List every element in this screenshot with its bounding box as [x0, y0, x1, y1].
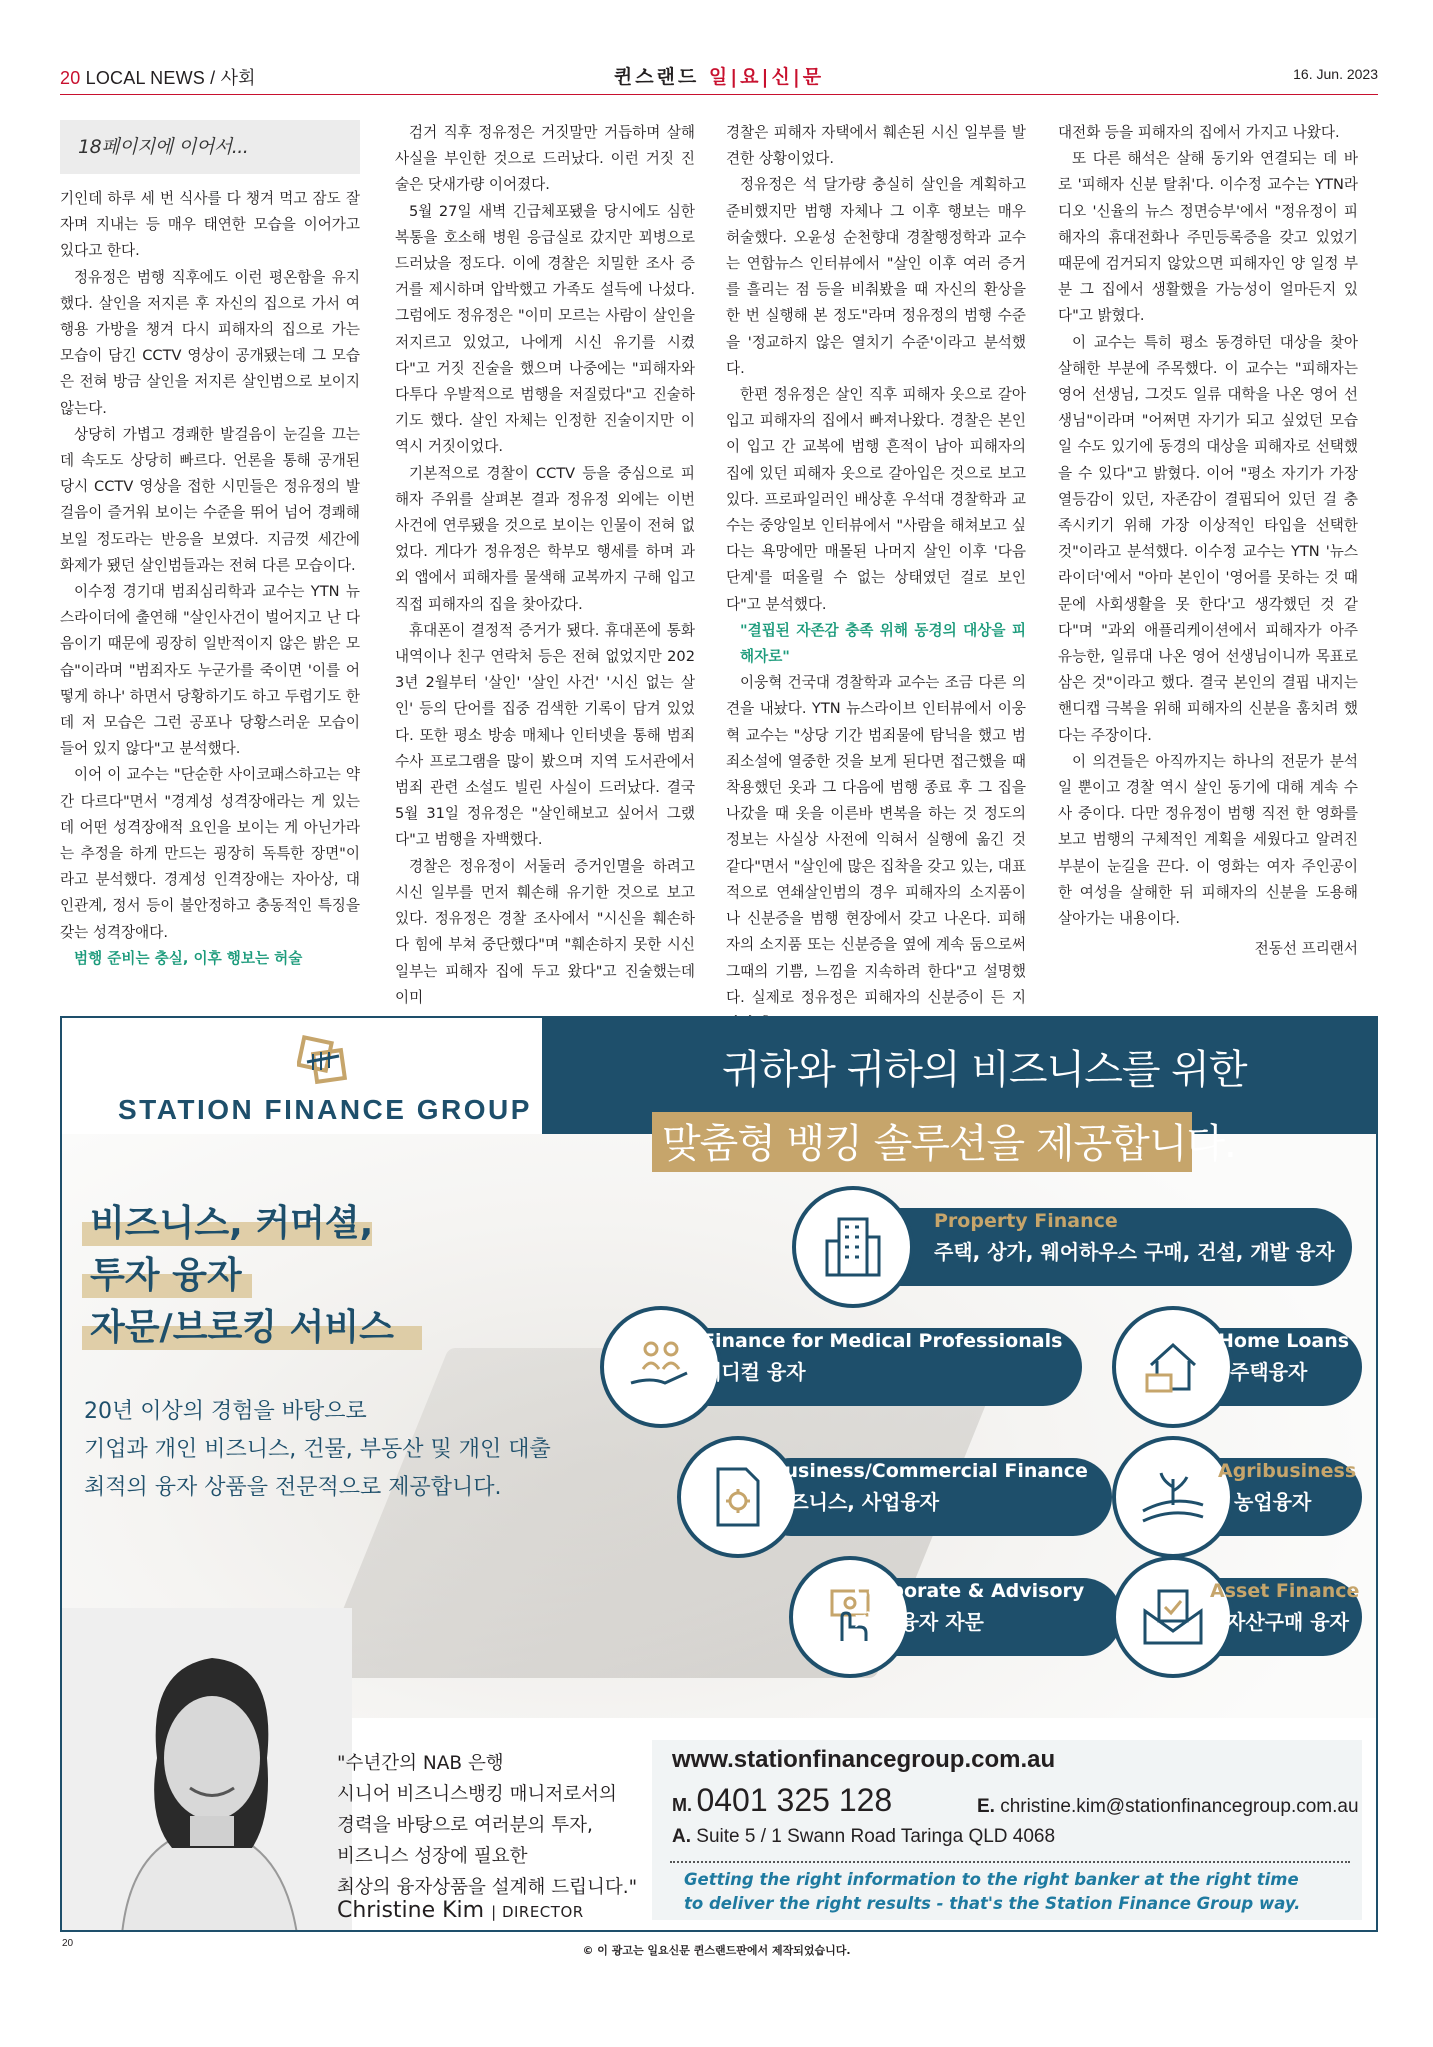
- paragraph: 대전화 등을 피해자의 집에서 가지고 나왔다.: [1058, 124, 1340, 141]
- paragraph: 경찰은 정유정이 서둘러 증거인멸을 하려고 시신 일부를 먼저 훼손해 유기한 것으로 보고 있다. 정유정은 경찰 조사에서 "시신을 훼손하다 힘에 부쳐 중단했다"며 "훼손하지 못한 시신 일부는 피해자 집에 두고 왔다"고 진술했는데 이미: [395, 857, 695, 1006]
- quote-line: 비즈니스 성장에 필요한: [337, 1846, 528, 1867]
- email-label: E.: [977, 1796, 995, 1817]
- article-column-3: [726, 120, 1026, 1037]
- feature-ring: [1112, 1436, 1234, 1558]
- paragraph: 이웅혁 건국대 경찰학과 교수는 조금 다른 의견을 내놨다. YTN 뉴스라이브 인터뷰에서 이웅혁 교수는 "상당 기간 범죄물에 탐닉을 했고 범죄소설에 열중한 것을 보게 된다면 접근했을 때 착용했던 옷과 그 다음에 범행 종료 후 그 집을 나갔을 때 옷을 이른바 변복을 하는 것 정도의 정보는 사실상 사전에 익혀서 실행에 옮긴 것 같다"면서 "살인에 많은 집착을 갖고 있는, 대표적으로 연쇄살인범의 경우 피해자의 소지품이나 신분증을 범행 현장에서 갖고 나온다. 피해자의 소지품 또는 신분증을 옆에 계속 둠으로써 그때의 기쁨, 느낌을 지속하려 한다"고 설명했다. 실제로 정유정은 피해자의 신분증이 든 지: [726, 674, 1026, 1006]
- feature-ko: 주택융자: [1230, 1360, 1308, 1384]
- house-card-icon: [1137, 1331, 1209, 1403]
- continued-label: 18페이지에 이어서...: [78, 135, 249, 158]
- service-line: 자문/브로킹 서비스: [82, 1302, 402, 1354]
- feature-en: Asset Finance: [1210, 1580, 1360, 1602]
- article-column-1: [60, 120, 360, 972]
- paragraph: 상당히 가볍고 경쾌한 발걸음이 눈길을 끄는데 속도도 상당히 빠르다. 언론을 통해 공개된 당시 CCTV 영상을 접한 시민들은 정유정의 발걸음이 즐거워 보이는 수준을 뛰어 넘어 경쾌해 보일 정도라는 반응을 보였다. 지금껏 세간에 화제가 됐던 살인범들과는 전혀 다른 모습이다.: [60, 425, 360, 574]
- page-header: [60, 64, 1378, 92]
- quote-line: "수년간의 NAB 은행: [337, 1753, 504, 1774]
- feature-ring: [792, 1186, 914, 1308]
- subheading: 범행 준비는 충실, 이후 행보는 허술: [74, 949, 303, 967]
- masthead-prefix: 퀸스랜드: [613, 66, 700, 88]
- paragraph: 검거 직후 정유정은 거짓말만 거듭하며 살해 사실을 부인한 것으로 드러났다. 이런 거짓 진술은 닷새가량 이어졌다.: [395, 124, 695, 194]
- quote-line: 최상의 융자상품을 설계해 드립니다.": [337, 1877, 638, 1898]
- subheading: "결핍된 자존감 충족 위해 동경의 대상을 피해자로": [740, 621, 1026, 666]
- website-link[interactable]: www.stationfinancegroup.com.au: [672, 1746, 1056, 1773]
- quote-line: 시니어 비즈니스뱅킹 매니저로서의: [337, 1784, 617, 1805]
- experience-line: 20년 이상의 경험을 바탕으로: [84, 1399, 367, 1424]
- company-name: STATION FINANCE GROUP: [118, 1094, 532, 1125]
- hand-people-icon: [625, 1331, 697, 1403]
- advertisement: [60, 1016, 1378, 1932]
- station-logo-icon: [297, 1034, 349, 1086]
- feature-ko: 주택, 상가, 웨어하우스 구매, 건설, 개발 융자: [934, 1240, 1335, 1264]
- paragraph: 또 다른 해석은 살해 동기와 연결되는 데 바로 '피해자 신분 탈취'다. 이수정 교수는 YTN라디오 '신율의 뉴스 정면승부'에서 "정유정이 피해자의 휴대전화나 주민등록증을 갖고 있었기 때문에 검거되지 않았으면 피해자인 양 일정 부분 그 집에서 생활했을 가능성이 얼마든지 있다"고 밝혔다.: [1058, 150, 1358, 325]
- feature-en: Home Loans: [1218, 1330, 1350, 1352]
- paragraph: 이수정 경기대 범죄심리학과 교수는 YTN 뉴스라이더에 출연해 "살인사건이 벌어지고 난 다음이기 때문에 굉장히 일반적이지 않은 밝은 모습"이라며 "범죄자도 누군가를 죽이면 '이를 어떻게 하나' 하면서 당황하기도 하고 두렵기도 한데 저 모습은 그런 공포나 당황스러운 모습이 들어 있지 않다"고 분석했다.: [60, 583, 360, 758]
- header-divider: [60, 94, 1378, 95]
- masthead-name: 일|요|신|문: [708, 66, 825, 88]
- envelope-document-icon: [1137, 1581, 1209, 1653]
- feature-en: Agribusiness: [1218, 1460, 1357, 1482]
- dotted-divider: [670, 1861, 1350, 1863]
- paragraph: 5월 27일 새벽 긴급체포됐을 당시에도 심한 복통을 호소해 병원 응급실로 갔지만 꾀병으로 드러났을 정도다. 이에 경찰은 치밀한 조사 증거를 제시하며 압박했고 가족도 설득에 나섰다. 그럼에도 정유정은 "이미 모르는 사람이 살인을 저지르고 있었고, 나에게 시신 유기를 시켰다"고 거짓 진술을 했으며 나중에는 "피해자와 다투다 우발적으로 범행을 저질렀다"고 진술하기도 했다. 살인 자체는 인정한 진술이지만 이 역시 거짓이었다.: [395, 202, 695, 456]
- experience-line: 기업과 개인 비즈니스, 건물, 부동산 및 개인 대출: [84, 1437, 551, 1462]
- feature-ko: 기업 융자 자문: [854, 1610, 984, 1634]
- paragraph: 기본적으로 경찰이 CCTV 등을 중심으로 피해자 주위를 살펴본 결과 정유정 외에는 이번 사건에 연루됐을 것으로 보이는 인물이 전혀 없었다. 게다가 정유정은 학부모 행세를 하며 과외 앱에서 피해자를 물색해 교복까지 구해 입고 직접 피해자의 집을 찾아갔다.: [395, 464, 695, 613]
- feature-ko: 자산구매 융자: [1226, 1610, 1349, 1634]
- feature-ko: 비즈니스, 사업융자: [770, 1490, 940, 1514]
- mobile-number[interactable]: [672, 1782, 892, 1819]
- email-link[interactable]: [977, 1796, 1359, 1818]
- feature-ring: [1112, 1306, 1234, 1428]
- byline: 전동선 프리랜서: [1254, 940, 1358, 958]
- director-photo: [62, 1608, 352, 1932]
- director-name: Christine Kim: [337, 1898, 485, 1923]
- paragraph: 경찰은 피해자 자택에서 훼손된 시신 일부를 발견한 상황이었다.: [726, 124, 1026, 168]
- address-value: Suite 5 / 1 Swann Road Taringa QLD 4068: [696, 1826, 1056, 1847]
- quote-line: 경력을 바탕으로 여러분의 투자,: [337, 1815, 593, 1836]
- paragraph: 정유정은 석 달가량 충실히 살인을 계획하고 준비했지만 범행 자체나 그 이후 행보는 매우 허술했다. 오윤성 순천향대 경찰행정학과 교수는 연합뉴스 인터뷰에서 "살인 이후 여러 증거를 흘리는 점 등을 비춰봤을 때 자신의 환상을 한 번 실행해 본 정도"라며 정유정의 범행 수준을 '정교하지 않은 열치기 수준'이라고 분석했다.: [726, 176, 1026, 377]
- feature-en: Finance for Medical Professionals: [702, 1330, 1063, 1352]
- feature-ko: 메디컬 융자: [702, 1360, 806, 1384]
- paragraph: 이어 이 교수는 "단순한 사이코패스하고는 약간 다르다"면서 "경계성 성격장애라는 게 있는데 어떤 성격장애적 요인을 보이는 게 아닌가라는 추정을 하게 만드는 굉장히 독특한 장면"이라고 분석했다. 경계성 인격장애는 자아상, 대인관계, 정서 등이 불안정하고 충동적인 특징을 갖는 성격장애다.: [60, 766, 360, 941]
- feature-ring: [1112, 1556, 1234, 1678]
- field-plant-icon: [1137, 1461, 1209, 1533]
- footer-page-number: 20: [62, 1938, 74, 1949]
- section-name: LOCAL NEWS / 사회: [85, 68, 256, 88]
- service-line: 투자 융자: [82, 1250, 402, 1302]
- director-signature: Christine Kim | DIRECTOR: [337, 1898, 584, 1923]
- footer-note: © 이 광고는 일요신문 퀸스랜드판에서 제작되었습니다.: [582, 1944, 851, 1957]
- paragraph: 휴대폰이 결정적 증거가 됐다. 휴대폰에 통화 내역이나 친구 연락처 등은 전혀 없었지만 2023년 2월부터 '살인' '살인 사건' '시신 없는 살인' 등의 단어를 집중 검색한 기록이 담겨 있었다. 또한 평소 방송 매체나 인터넷을 통해 범죄수사 프로그램을 많이 봤으며 지역 도서관에서 범죄 관련 소설도 빌린 사실이 드러났다. 결국 5월 31일 정유정은 "살인해보고 싶어서 그랬다"고 범행을 자백했다.: [395, 621, 695, 849]
- article-column-2: [395, 120, 695, 1011]
- issue-date: 16. Jun. 2023: [1293, 66, 1378, 82]
- tagline: [684, 1868, 1300, 1916]
- address-label: A.: [672, 1826, 691, 1847]
- mobile-value: 0401 325 128: [696, 1782, 893, 1818]
- address: [672, 1826, 1055, 1848]
- article-column-4: [1058, 120, 1358, 963]
- paragraph: 이 의견들은 아직까지는 하나의 전문가 분석일 뿐이고 경찰 역시 살인 동기에 대해 계속 수사 중이다. 다만 정유정이 범행 직전 한 영화를 보고 범행의 구체적인 계획을 세웠다고 알려진 부분이 눈길을 끈다. 이 영화는 여자 주인공이 한 여성을 살해한 뒤 피해자의 신분을 도용해 살아가는 내용이다.: [1058, 752, 1358, 928]
- experience-line: 최적의 융자 상품을 전문적으로 제공합니다.: [84, 1475, 502, 1500]
- building-icon: [817, 1211, 889, 1283]
- page-number: 20: [60, 68, 81, 88]
- service-line: 비즈니스, 커머셜,: [82, 1198, 402, 1250]
- continued-box: [60, 120, 360, 174]
- feature-ko: 농업융자: [1234, 1490, 1312, 1514]
- experience-text: [84, 1393, 551, 1507]
- mobile-label: M.: [672, 1795, 692, 1815]
- feature-en: Property Finance: [934, 1210, 1118, 1232]
- headline-line-1: 귀하와 귀하의 비즈니스를 위한: [722, 1047, 1247, 1093]
- services-list: [82, 1198, 402, 1354]
- paragraph: 한편 정유정은 살인 직후 피해자 옷으로 갈아입고 피해자의 집에서 빠져나왔다. 경찰은 본인이 입고 간 교복에 범행 흔적이 남아 피해자의 집에 있던 피해자 옷으로 갈아입은 것으로 보고 있다. 프로파일러인 배상훈 우석대 경찰학과 교수는 중앙일보 인터뷰에서 "사람을 해쳐보고 싶다는 욕망에만 매몰된 나머지 살인 이후 '다음 단계'를 떠올릴 수 없는 상태였던 걸로 보인다"고 분석했다.: [726, 386, 1026, 613]
- logo-area: [62, 1018, 542, 1134]
- paragraph: 이 교수는 특히 평소 동경하던 대상을 찾아 살해한 부분에 주목했다. 이 교수는 "피해자는 영어 선생님, 그것도 일류 대학을 나온 영어 선생님"이라며 "어쩌면 자기가 되고 싶었던 모습일 수도 있기에 동경의 대상을 피해자로 선택했을 수 있다"고 밝혔다. 이어 "평소 자기가 가장 열등감이 있던, 자존감이 결핍되어 있던 걸 충족시키기 위해 가장 이상적인 타입을 선택한 것"이라고 분석했다. 이수정 교수는 YTN '뉴스라이더'에서 "아마 본인이 '영어를 못하는 것 때문에 사회생활을 못 한다'고 생각했던 것 같다"며 "과외 애플리케이션에서 피해자가 아주 유능한, 일류대 나온 영어 선생님이니까 목표로 삼은 것"이라고 했다. 결국 본인의 결핍 내지는 핸디캡 극복을 위해 피해자의 신분을 훔치려 했다는 주장이다.: [1058, 333, 1358, 744]
- document-gear-icon: [702, 1461, 774, 1533]
- director-role: DIRECTOR: [501, 1903, 584, 1921]
- masthead: [60, 62, 1378, 89]
- tagline-line: Getting the right information to the right banker at the right time: [684, 1870, 1299, 1889]
- feature-en: Corporate & Advisory: [854, 1580, 1085, 1602]
- feature-en: Business/Commercial Finance: [770, 1460, 1088, 1482]
- tagline-line: to deliver the right results - that's the Station Finance Group way.: [684, 1894, 1301, 1913]
- paragraph: 기인데 하루 세 번 식사를 다 챙겨 먹고 잠도 잘 자며 지내는 등 매우 태연한 모습을 이어가고 있다고 한다.: [60, 190, 360, 260]
- headline-line-2: 맞춤형 뱅킹 솔루션을 제공합니다.: [662, 1121, 1236, 1167]
- director-quote: [337, 1748, 637, 1903]
- email-value: christine.kim@stationfinancegroup.com.au: [1000, 1796, 1359, 1817]
- paragraph: 정유정은 범행 직후에도 이런 평온함을 유지했다. 살인을 저지른 후 자신의 집으로 가서 여행용 가방을 챙겨 다시 피해자의 집으로 가는 모습이 담긴 CCTV 영상이 공개됐는데 그 모습은 전혀 방금 살인을 저지른 살인범으로 보이지 않는다.: [60, 268, 360, 417]
